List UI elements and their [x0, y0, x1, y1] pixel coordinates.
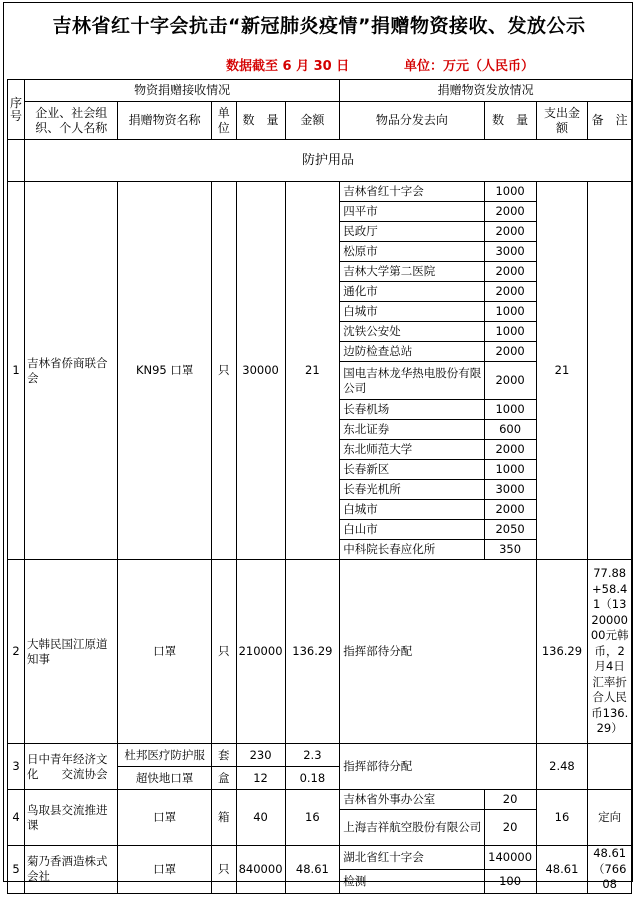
row-item: 口罩 — [118, 846, 211, 894]
distribution-dest: 白城市 — [340, 500, 484, 520]
row-seq: 4 — [8, 790, 25, 846]
row-amount: 136.29 — [285, 560, 340, 744]
row-spend: 48.61 — [536, 846, 588, 894]
table-row — [8, 846, 632, 870]
row-donor: 吉林省侨商联合会 — [25, 182, 118, 560]
donation-table — [7, 79, 632, 894]
distribution-qty: 20 — [484, 810, 536, 846]
row-note: 定向 — [588, 790, 632, 846]
distribution-qty: 2000 — [484, 262, 536, 282]
distribution-qty: 2000 — [484, 362, 536, 400]
distribution-qty: 2000 — [484, 202, 536, 222]
row-qty: 210000 — [236, 560, 285, 744]
row-donor: 日中青年经济文化 交流协会 — [25, 744, 118, 790]
header-donor: 企业、社会组织、个人名称 — [25, 102, 118, 140]
row-donor: 菊乃香酒造株式会社 — [25, 846, 118, 894]
distribution-qty: 2000 — [484, 282, 536, 302]
distribution-dest: 东北师范大学 — [340, 440, 484, 460]
distribution-dest: 白城市 — [340, 302, 484, 322]
row-amount: 0.18 — [285, 767, 340, 790]
distribution-qty: 1000 — [484, 182, 536, 202]
row-dest: 指挥部待分配 — [340, 560, 536, 744]
row-spend: 16 — [536, 790, 588, 846]
distribution-dest: 上海吉祥航空股份有限公司 — [340, 810, 484, 846]
distribution-dest: 中科院长春应化所 — [340, 540, 484, 560]
distribution-qty: 20 — [484, 790, 536, 810]
date-note: 数据截至 6 月 30 日 — [226, 59, 350, 74]
unit-note: 单位：万元（人民币） — [404, 59, 535, 74]
distribution-qty: 350 — [484, 540, 536, 560]
row-item: 口罩 — [118, 790, 211, 846]
row-amount: 2.3 — [285, 744, 340, 767]
row-donor: 大韩民国江原道知事 — [25, 560, 118, 744]
header-issue-qty: 数 量 — [484, 102, 536, 140]
section-title: 防护用品 — [25, 140, 632, 182]
row-unit: 只 — [211, 560, 236, 744]
distribution-dest: 湖北省红十字会 — [340, 846, 484, 870]
row-qty: 840000 — [236, 846, 285, 894]
distribution-dest: 沈铁公安处 — [340, 322, 484, 342]
table-row — [8, 790, 632, 810]
table-row — [8, 182, 632, 202]
distribution-dest: 长春新区 — [340, 460, 484, 480]
header-item: 捐赠物资名称 — [118, 102, 211, 140]
distribution-qty: 2000 — [484, 500, 536, 520]
header-issue-group: 捐赠物资发放情况 — [340, 80, 632, 102]
distribution-dest: 检测 — [340, 869, 484, 893]
distribution-dest: 东北证券 — [340, 420, 484, 440]
distribution-dest: 松原市 — [340, 242, 484, 262]
header-unit: 单位 — [211, 102, 236, 140]
row-note — [588, 744, 632, 790]
distribution-qty: 3000 — [484, 480, 536, 500]
header-qty: 数 量 — [236, 102, 285, 140]
distribution-qty: 1000 — [484, 460, 536, 480]
row-spend: 21 — [536, 182, 588, 560]
distribution-dest: 边防检查总站 — [340, 342, 484, 362]
header-spend: 支出金额 — [536, 102, 588, 140]
row-spend: 136.29 — [536, 560, 588, 744]
distribution-qty: 1000 — [484, 322, 536, 342]
header-dest: 物品分发去向 — [340, 102, 484, 140]
row-item: KN95 口罩 — [118, 182, 211, 560]
distribution-dest: 长春机场 — [340, 400, 484, 420]
distribution-qty: 2000 — [484, 222, 536, 242]
row-qty: 12 — [236, 767, 285, 790]
distribution-dest: 四平市 — [340, 202, 484, 222]
row-amount: 21 — [285, 182, 340, 560]
distribution-qty: 100 — [484, 869, 536, 893]
distribution-qty: 1000 — [484, 302, 536, 322]
header-amount: 金额 — [285, 102, 340, 140]
row-seq: 5 — [8, 846, 25, 894]
row-unit: 箱 — [211, 790, 236, 846]
row-note: 77.88+58.41（132000000元韩币，2月4日汇率折合人民币136.29） — [588, 560, 632, 744]
document-title: 吉林省红十字会抗击“新冠肺炎疫情”捐赠物资接收、发放公示 — [52, 15, 586, 37]
distribution-qty: 2050 — [484, 520, 536, 540]
distribution-qty: 2000 — [484, 342, 536, 362]
distribution-qty: 3000 — [484, 242, 536, 262]
row-qty: 40 — [236, 790, 285, 846]
header-note: 备 注 — [588, 102, 632, 140]
row-note: 48.61（76608 — [588, 846, 632, 894]
distribution-qty: 600 — [484, 420, 536, 440]
distribution-dest: 长春光机所 — [340, 480, 484, 500]
row-unit: 只 — [211, 182, 236, 560]
row-item: 口罩 — [118, 560, 211, 744]
row-spend: 2.48 — [536, 744, 588, 790]
row-amount: 16 — [285, 790, 340, 846]
row-item: 杜邦医疗防护服 — [118, 744, 211, 767]
row-qty: 30000 — [236, 182, 285, 560]
distribution-dest: 吉林大学第二医院 — [340, 262, 484, 282]
row-unit: 只 — [211, 846, 236, 894]
distribution-dest: 通化市 — [340, 282, 484, 302]
table-row — [8, 560, 632, 744]
row-seq: 3 — [8, 744, 25, 790]
distribution-qty: 2000 — [484, 440, 536, 460]
distribution-dest: 吉林省红十字会 — [340, 182, 484, 202]
row-unit: 盒 — [211, 767, 236, 790]
row-seq: 2 — [8, 560, 25, 744]
distribution-qty: 1000 — [484, 400, 536, 420]
row-seq: 1 — [8, 182, 25, 560]
distribution-dest: 白山市 — [340, 520, 484, 540]
row-unit: 套 — [211, 744, 236, 767]
row-item: 超快地口罩 — [118, 767, 211, 790]
distribution-dest: 民政厅 — [340, 222, 484, 242]
row-qty: 230 — [236, 744, 285, 767]
document-page — [3, 2, 633, 891]
header-receive-group: 物资捐赠接收情况 — [25, 80, 340, 102]
distribution-dest: 吉林省外事办公室 — [340, 790, 484, 810]
header-seq: 序号 — [8, 80, 25, 140]
row-note — [588, 182, 632, 560]
row-amount: 48.61 — [285, 846, 340, 894]
distribution-dest: 国电吉林龙华热电股份有限公司 — [340, 362, 484, 400]
distribution-qty: 140000 — [484, 846, 536, 870]
table-row — [8, 744, 632, 767]
row-donor: 鸟取县交流推进课 — [25, 790, 118, 846]
row-dest: 指挥部待分配 — [340, 744, 536, 790]
